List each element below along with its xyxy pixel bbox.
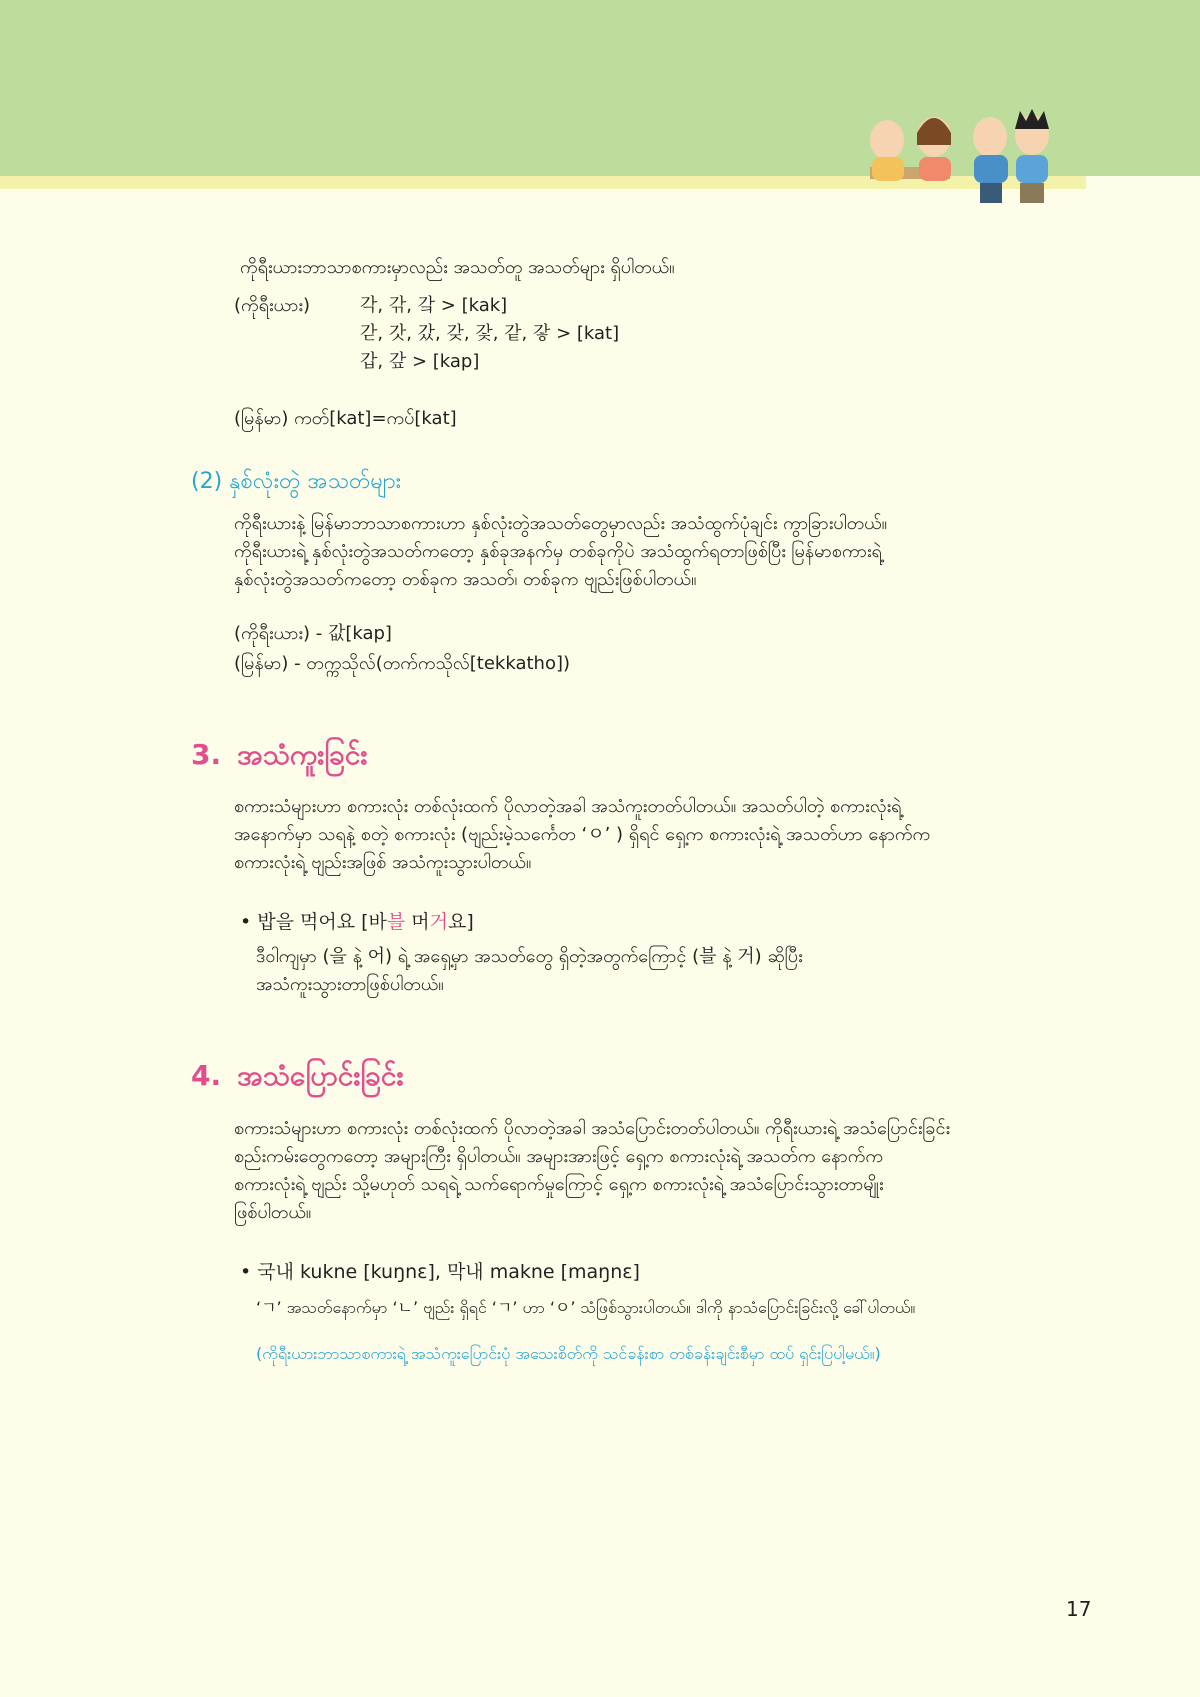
sub2-example-myanmar: (မြန်မာ) - တက္ကသိုလ်(တက်ကသိုလ်[tekkatho]) <box>234 653 570 674</box>
korean-example-line-3: 갑, 갚 > [kap] <box>360 351 480 372</box>
sec4-paragraph-line-1: စကားသံများဟာ စကားလုံး တစ်လုံးထက် ပိုလာတဲ့အခါ အသံပြောင်းတတ်ပါတယ်။ ကိုရီးယားရဲ့ အသံပြောင်းခြင်း <box>234 1118 951 1139</box>
sub2-example-korean: (ကိုရီးယား) - 값[kap] <box>234 623 392 644</box>
sec4-example-bullet: • 국내 kukne [kuŋnɛ], 막내 makne [maŋnɛ] <box>240 1261 640 1283</box>
sec3-bullet-part-a: • 밥을 먹어요 [바 <box>240 911 387 933</box>
sub2-paragraph-line-2: ကိုရီးယားရဲ့ နှစ်လုံးတွဲအသတ်ကတော့ နှစ်ခုအနက်မှ တစ်ခုကိုပဲ အသံထွက်ရတာဖြစ်ပြီး မြန်မာစကားရဲ့ <box>234 541 882 562</box>
sec4-paragraph-line-4: ဖြစ်ပါတယ်။ <box>234 1202 312 1223</box>
person-3-icon <box>973 117 1008 203</box>
sub2-paragraph-line-3: နှစ်လုံးတွဲအသတ်ကတော့ တစ်ခုက အသတ်၊ တစ်ခုက ဗျည်းဖြစ်ပါတယ်။ <box>234 569 697 590</box>
intro-bullet: ကိုရီးယားဘာသာစကားမှာလည်း အသတ်တူ အသတ်များ ရှိပါတယ်။ <box>240 257 675 278</box>
section-3-heading <box>191 736 368 778</box>
section-3-number: 3. <box>191 738 222 771</box>
sec4-paragraph-line-3: စကားလုံးရဲ့ ဗျည်း သို့မဟုတ် သရရဲ့ သက်ရောက်မှုကြောင့် ရှေ့က စကားလုံးရဲ့ အသံပြောင်းသွားတာမျိုး <box>234 1174 884 1195</box>
sec4-paragraph-line-2: စည်းကမ်းတွေကတော့ အများကြီး ရှိပါတယ်။ အများအားဖြင့် ရှေ့က စကားလုံးရဲ့ အသတ်က နောက်က <box>234 1146 883 1167</box>
page-number: 17 <box>1066 1597 1092 1621</box>
section-4-heading <box>191 1057 404 1099</box>
korean-example-label: (ကိုရီးယား) <box>234 295 311 316</box>
sec3-explanation-line-2: အသံကူးသွားတာဖြစ်ပါတယ်။ <box>256 974 444 995</box>
sec3-bullet-highlight-2: 거 <box>429 911 448 933</box>
sec4-explanation: ‘ㄱ’ အသတ်နောက်မှာ ‘ㄴ’ ဗျည်း ရှိရင် ‘ㄱ’ ဟာ ‘ㅇ’ သံဖြစ်သွားပါတယ်။ ဒါကို နာသံပြောင်းခြင်းလို့ ခေါ်ပါတယ်။ <box>256 1298 916 1317</box>
sec3-explanation-line-1: ဒီဝါကျမှာ (을 နဲ့ 어) ရဲ့ အရှေ့မှာ အသတ်တွေ ရှိတဲ့အတွက်ကြောင့် (블 နဲ့ 거) ဆိုပြီး <box>256 946 803 967</box>
sec3-bullet-part-c: 머 <box>405 911 430 933</box>
sec3-bullet-part-e: 요] <box>448 911 474 933</box>
sec3-paragraph-line-2: အနောက်မှာ သရနဲ့ စတဲ့ စကားလုံး (ဗျည်းမဲ့သင်္ကေတ ‘ㅇ’ ) ရှိရင် ရှေ့က စကားလုံးရဲ့ အသတ်ဟာ နောက်က <box>234 824 931 845</box>
sec3-example-bullet <box>240 908 474 936</box>
section-4-title: အသံပြောင်းခြင်း <box>237 1059 404 1092</box>
person-4-icon <box>1015 109 1049 203</box>
person-2-icon <box>917 117 951 181</box>
sub2-paragraph-line-1: ကိုရီးယားနဲ့ မြန်မာဘာသာစကားဟာ နှစ်လုံးတွဲအသတ်တွေမှာလည်း အသံထွက်ပုံချင်း ကွာခြားပါတယ်။ <box>234 513 888 534</box>
subheading-2: (2) နှစ်လုံးတွဲ အသတ်များ <box>191 469 402 494</box>
korean-example-line-1: 각, 갂, 갘 > [kak] <box>360 295 508 316</box>
sec3-paragraph-line-1: စကားသံများဟာ စကားလုံး တစ်လုံးထက် ပိုလာတဲ့အခါ အသံကူးတတ်ပါတယ်။ အသတ်ပါတဲ့ စကားလုံးရဲ့ <box>234 796 902 817</box>
sec4-note: (ကိုရီးယားဘာသာစကားရဲ့ အသံကူးပြောင်းပုံ အသေးစိတ်ကို သင်ခန်းစာ တစ်ခန်းချင်းစီမှာ ထပ် ရှင်းပြပါ့မယ်။) <box>256 1344 881 1363</box>
section-4-number: 4. <box>191 1059 222 1092</box>
people-illustration <box>862 105 1062 210</box>
sec3-paragraph-line-3: စကားလုံးရဲ့ ဗျည်းအဖြစ် အသံကူးသွားပါတယ်။ <box>234 852 532 873</box>
myanmar-example-line: (မြန်မာ) ကတ်[kat]=ကပ်[kat] <box>234 408 457 429</box>
person-1-icon <box>870 120 904 181</box>
korean-example-line-2: 갇, 갓, 갔, 갖, 갗, 같, 갛 > [kat] <box>360 323 620 344</box>
sec3-bullet-highlight-1: 블 <box>386 911 406 933</box>
section-3-title: အသံကူးခြင်း <box>237 738 368 771</box>
